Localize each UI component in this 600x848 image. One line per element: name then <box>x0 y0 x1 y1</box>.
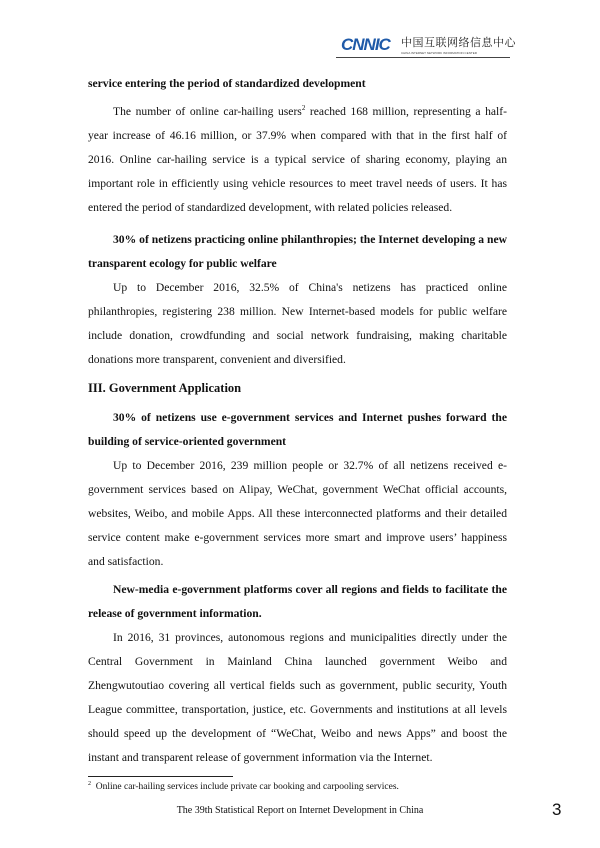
paragraph: Up to December 2016, 239 million people or 32.7% of all netizens received e-government services based on Alipay, WeChat, government WeChat official accounts, websites, Weibo, and mobile Apps. All these interconnected platforms and their detailed service content make e-government services more smart and improve users’ happiness and satisfaction. <box>88 459 507 568</box>
text: The number of online car-hailing users <box>113 105 302 118</box>
text: reached 168 million, representing a half-year increase of 46.16 million, or 37.9% when compared with that in the first half of 2016. Online car-hailing service is a typical service of sharing economy, playing an important role in efficiently using vehicle resources to meet travel needs of users. It has entered the period of standardized development, with related policies released. <box>88 105 507 214</box>
footer-title: The 39th Statistical Report on Internet Development in China <box>176 805 424 816</box>
footnote-text: Online car-hailing services include private car booking and carpooling services. <box>95 782 399 792</box>
org-name-cn: 中国互联网络信息中心 <box>401 37 516 49</box>
section-heading: III. Government Application <box>88 381 242 395</box>
footnote-ref[interactable]: 2 <box>301 104 306 113</box>
subheading: 30% of netizens use e-government services and Internet pushes forward the building of service-oriented government <box>88 411 507 448</box>
footnote-rule <box>88 776 233 777</box>
subheading: 30% of netizens practicing online philanthropies; the Internet developing a new transparent ecology for public welfare <box>88 233 507 270</box>
subheading: service entering the period of standardized development <box>88 77 366 90</box>
footnote <box>88 781 507 794</box>
footnote-number: 2 <box>88 780 91 787</box>
org-name-en: CHINA INTERNET NETWORK INFORMATION CENTER <box>401 51 477 55</box>
subheading: New-media e-government platforms cover all regions and fields to facilitate the release of government information. <box>88 583 507 620</box>
header-logo <box>336 34 516 58</box>
cnnic-logo: CNNIC <box>341 35 390 54</box>
page-body <box>88 72 562 822</box>
page-number: 3 <box>552 800 562 819</box>
paragraph: Up to December 2016, 32.5% of China's netizens has practiced online philanthropies, registering 238 million. New Internet-based models for public welfare include donation, crowdfunding and social network fundraising, making charitable donations more transparent, convenient and diversified. <box>88 281 507 366</box>
footer <box>88 800 562 822</box>
paragraph <box>88 100 507 220</box>
paragraph: In 2016, 31 provinces, autonomous regions and municipalities directly under the Central Government in Mainland China launched government Weibo and Zhengwutoutiao covering all vertical fields such as government, public security, Youth League committee, transportation, justice, etc. Governments and institutions at all levels should speed up the development of “WeChat, Weibo and news Apps” and boost the instant and transparent release of government information via the Internet. <box>88 631 507 764</box>
